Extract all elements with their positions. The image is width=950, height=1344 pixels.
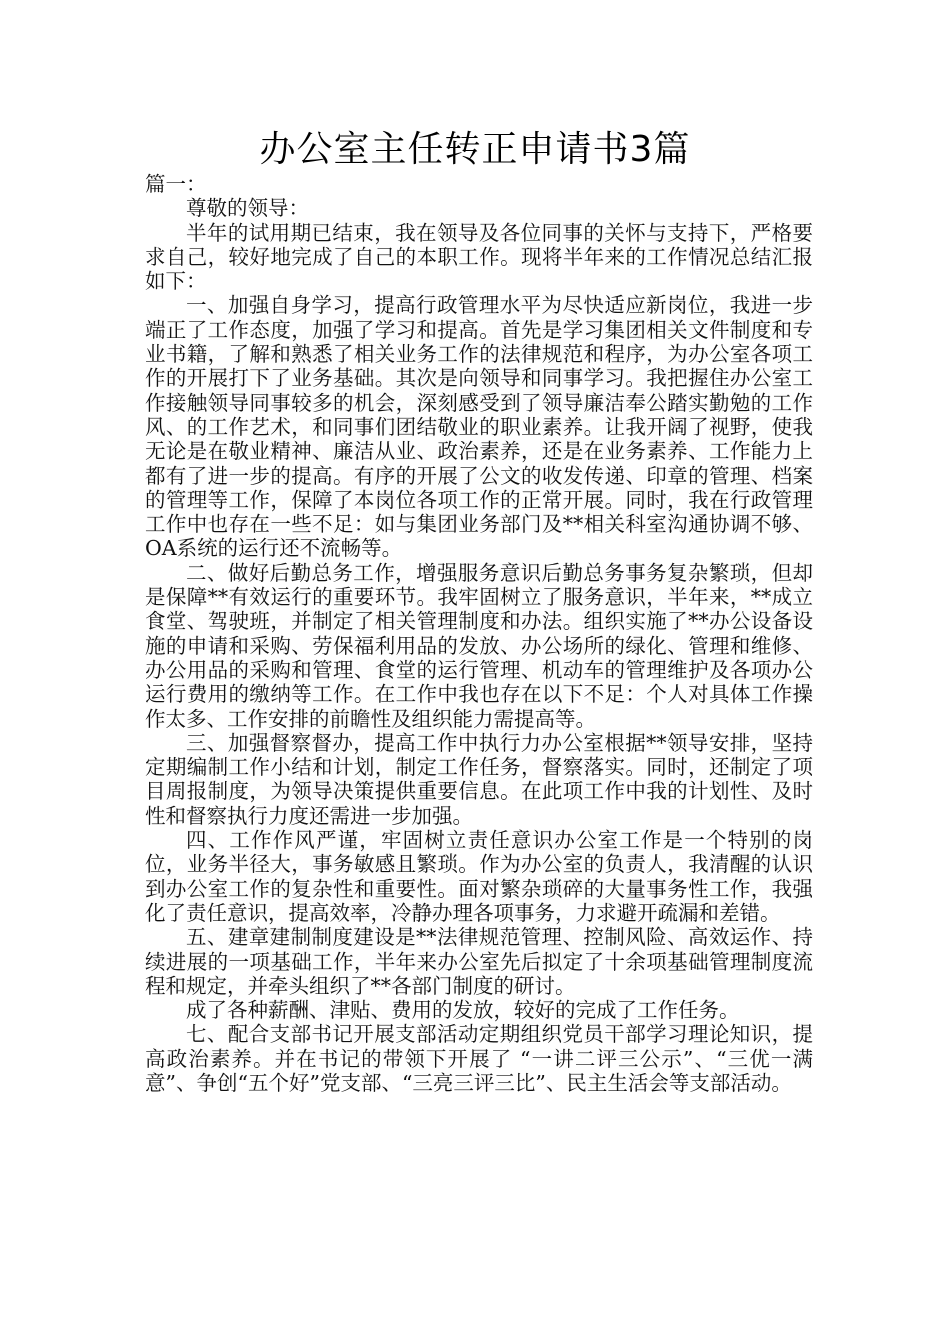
document-body (145, 172, 813, 1095)
paragraph-section-3: 三、加强督察督办，提高工作中执行力办公室根据**领导安排，坚持定期编制工作小结和计划，制定工作任务，督察落实。同时，还制定了项目周报制度，为领导决策提供重要信息。在此项工作中我的计划性、及时性和督察执行力度还需进一步加强。 (145, 730, 813, 828)
document-title: 办公室主任转正申请书3篇 (259, 129, 691, 170)
salutation: 尊敬的领导： (186, 196, 309, 221)
paragraph-section-4: 四、工作作风严谨，牢固树立责任意识办公室工作是一个特别的岗位，业务半径大，事务敏感且繁琐。作为办公室的负责人，我清醒的认识到办公室工作的复杂性和重要性。面对繁杂琐碎的大量事务性工作，我强化了责任意识，提高效率，冷静办理各项事务，力求避开疏漏和差错。 (145, 828, 813, 925)
paragraph-intro: 半年的试用期已结束，我在领导及各位同事的关怀与支持下，严格要求自己，较好地完成了自己的本职工作。现将半年来的工作情况总结汇报如下： (145, 220, 813, 294)
paragraph-fragment: 成了各种薪酬、津贴、费用的发放，较好的完成了工作任务。 (186, 998, 740, 1023)
paragraph-section-2: 二、做好后勤总务工作，增强服务意识后勤总务事务复杂繁琐，但却是保障**有效运行的重要环节。我牢固树立了服务意识，半年来，**成立食堂、驾驶班，并制定了相关管理制度和办法。组织实施了**办公设备设施的申请和采购、劳保福利用品的发放、办公场所的绿化、管理和维修、办公用品的采购和管理、食堂的运行管理、机动车的管理维护及各项办公运行费用的缴纳等工作。在工作中我也存在以下不足：个人对具体工作操作太多、工作安排的前瞻性及组织能力需提高等。 (145, 560, 813, 731)
paragraph-section-7: 七、配合支部书记开展支部活动定期组织党员干部学习理论知识，提高政治素养。并在书记的带领下开展了 “一讲二评三公示”、“三优一满意”、争创“五个好”党支部、“三亮三评三比”、民主生活会等支部活动。 (145, 1022, 813, 1095)
section-label: 篇一： (145, 172, 207, 196)
paragraph-section-1: 一、加强自身学习，提高行政管理水平为尽快适应新岗位，我进一步端正了工作态度，加强了学习和提高。首先是学习集团相关文件制度和专业书籍，了解和熟悉了相关业务工作的法律规范和程序，为办公室各项工作的开展打下了业务基础。其次是向领导和同事学习。我把握住办公室工作接触领导同事较多的机会，深刻感受到了领导廉洁奉公踏实勤勉的工作风、的工作艺术，和同事们团结敬业的职业素养。让我开阔了视野，使我无论是在敬业精神、廉洁从业、政治素养，还是在业务素养、工作能力上都有了进一步的提高。有序的开展了公文的收发传递、印章的管理、档案的管理等工作，保障了本岗位各项工作的正常开展。同时，我在行政管理工作中也存在一些不足：如与集团业务部门及**相关科室沟通协调不够、OA系统的运行还不流畅等。 (145, 293, 813, 561)
paragraph-section-5: 五、建章建制制度建设是**法律规范管理、控制风险、高效运作、持续进展的一项基础工作，半年来办公室先后拟定了十余项基础管理制度流程和规定，并牵头组织了**各部门制度的研讨。 (145, 925, 813, 998)
